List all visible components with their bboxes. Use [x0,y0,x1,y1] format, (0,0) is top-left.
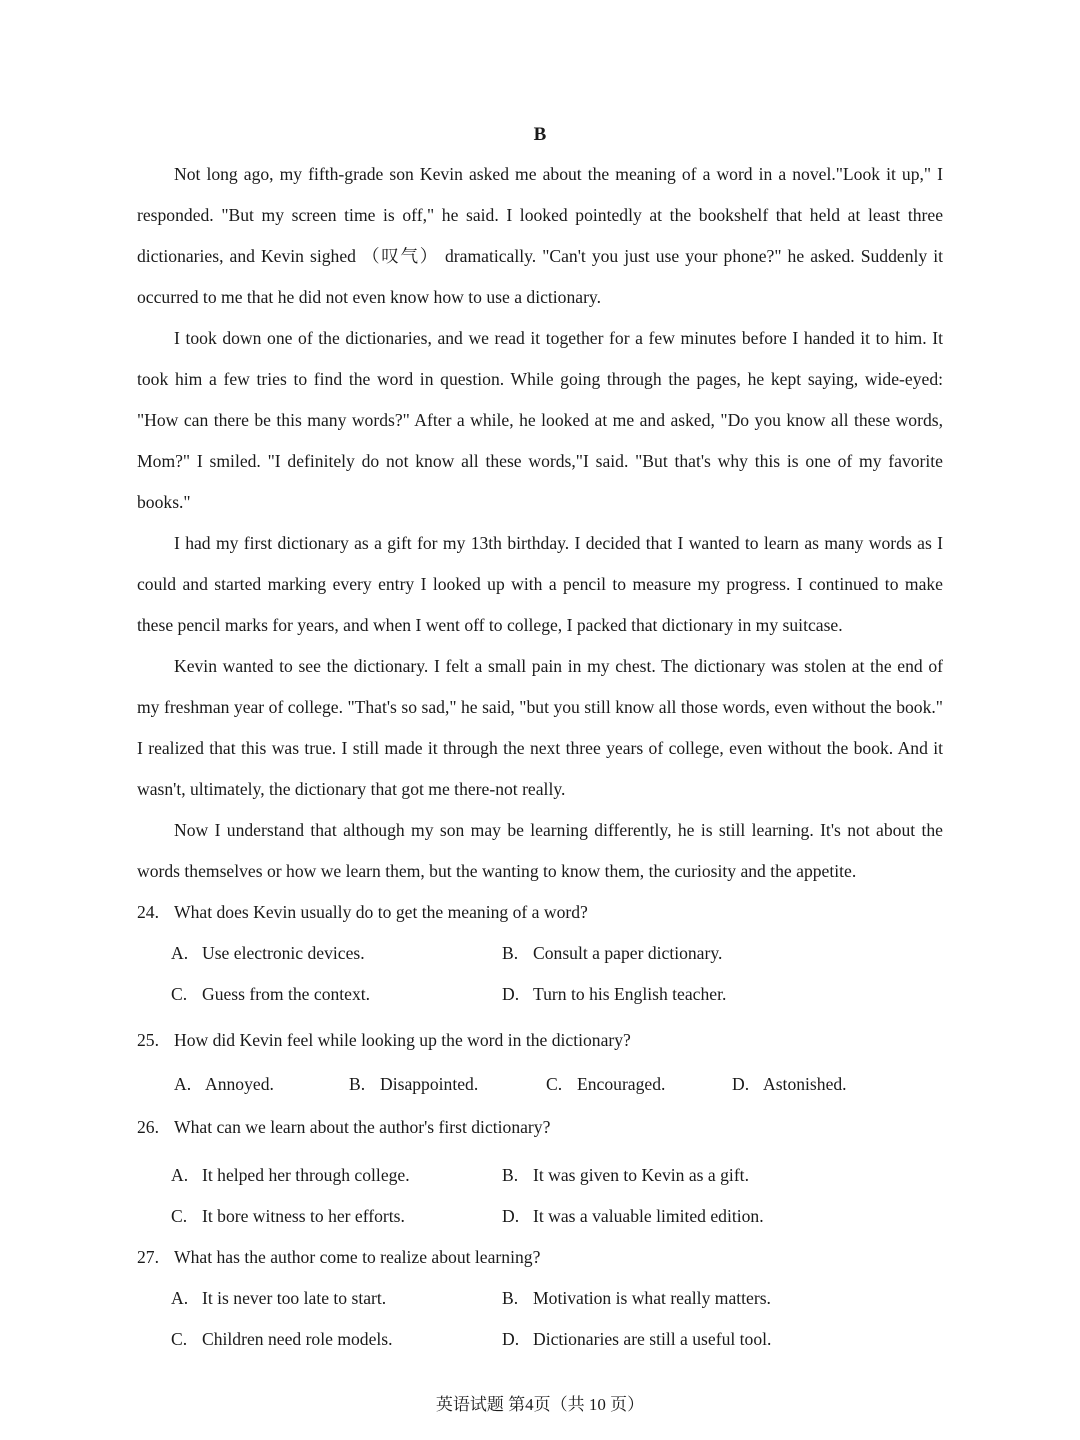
option-text: Disappointed. [380,1074,479,1094]
option-text: It was a valuable limited edition. [533,1206,764,1226]
option-text: Children need role models. [202,1329,393,1349]
option-text: Motivation is what really matters. [533,1288,771,1308]
option-text: Turn to his English teacher. [533,984,727,1004]
paragraph-2: I took down one of the dictionaries, and we read it together for a few minutes before I handed it to him. It took him a few tries to find the word in question. While going through the pages, he kept saying, wide-eyed: "How can there be this many words?" After a while, he looked at me and asked, "Do you know all these words, Mom?" I smiled. "I definitely do not know all these words,"I said. "But that's why this is one of my favorite books." [137,328,943,512]
question-number: 25. [137,1030,159,1050]
question-text: How did Kevin feel while looking up the word in the dictionary? [174,1030,631,1050]
option-27-c[interactable] [171,1329,393,1350]
option-26-d[interactable] [502,1206,764,1227]
option-27-d[interactable] [502,1329,771,1350]
option-24-d[interactable] [502,984,726,1005]
option-27-b[interactable] [502,1288,771,1309]
option-26-c[interactable] [171,1206,405,1227]
option-text: Dictionaries are still a useful tool. [533,1329,772,1349]
option-letter: C. [171,1329,188,1349]
question-text: What can we learn about the author's first dictionary? [174,1117,551,1137]
option-25-b[interactable] [349,1074,478,1095]
option-letter: A. [171,1165,189,1185]
question-text: What has the author come to realize about learning? [174,1247,541,1267]
option-letter: A. [171,1288,189,1308]
section-title: B [533,124,547,145]
question-text: What does Kevin usually do to get the meaning of a word? [174,902,588,922]
option-letter: D. [502,984,520,1004]
paragraph-4: Kevin wanted to see the dictionary. I felt a small pain in my chest. The dictionary was stolen at the end of my freshman year of college. "That's so sad," he said, "but you still know all those words, even without the book." I realized that this was true. I still made it through the next three years of college, even without the book. And it wasn't, ultimately, the dictionary that got me there-not really. [137,656,943,799]
option-24-c[interactable] [171,984,370,1005]
option-letter: D. [502,1206,520,1226]
paragraph-3: I had my first dictionary as a gift for my 13th birthday. I decided that I wanted to learn as many words as I could and started marking every entry I looked up with a pencil to measure my progress. I continued to make these pencil marks for years, and when I went off to college, I packed that dictionary in my suitcase. [137,533,943,635]
option-26-b[interactable] [502,1165,749,1186]
option-25-d[interactable] [732,1074,847,1095]
option-text: Astonished. [763,1074,847,1094]
question-number: 27. [137,1247,159,1267]
option-text: It is never too late to start. [202,1288,387,1308]
option-letter: B. [502,1288,519,1308]
question-number: 24. [137,902,159,922]
option-24-b[interactable] [502,943,722,964]
question-number: 26. [137,1117,159,1137]
option-letter: A. [174,1074,192,1094]
option-24-a[interactable] [171,943,365,964]
option-text: Consult a paper dictionary. [533,943,723,963]
option-letter: D. [502,1329,520,1349]
option-text: Encouraged. [577,1074,666,1094]
paragraph-1: Not long ago, my fifth-grade son Kevin asked me about the meaning of a word in a novel."Look it up," I responded. "But my screen time is off," he said. I looked pointedly at the bookshelf that held at least three dictionaries, and Kevin sighed （叹气） dramatically. "Can't you just use your phone?" he asked. Suddenly it occurred to me that he did not even know how to use a dictionary. [137,164,943,307]
option-letter: B. [502,943,519,963]
reading-passage [137,154,943,892]
option-letter: A. [171,943,189,963]
option-text: It was given to Kevin as a gift. [533,1165,749,1185]
option-letter: C. [171,984,188,1004]
option-letter: D. [732,1074,750,1094]
question-26 [137,1117,550,1138]
option-27-a[interactable] [171,1288,386,1309]
question-24 [137,902,588,923]
paragraph-5: Now I understand that although my son may be learning differently, he is still learning. It's not about the words themselves or how we learn them, but the wanting to know them, the curiosity and the appetite. [137,820,943,881]
option-text: It bore witness to her efforts. [202,1206,405,1226]
option-text: It helped her through college. [202,1165,410,1185]
option-text: Use electronic devices. [202,943,365,963]
option-25-a[interactable] [174,1074,274,1095]
option-letter: C. [171,1206,188,1226]
option-25-c[interactable] [546,1074,665,1095]
page-footer: 英语试题 第4页（共 10 页） [435,1395,645,1414]
option-letter: B. [349,1074,366,1094]
option-letter: C. [546,1074,563,1094]
option-26-a[interactable] [171,1165,410,1186]
option-letter: B. [502,1165,519,1185]
question-27 [137,1247,540,1268]
question-25 [137,1030,631,1051]
option-text: Guess from the context. [202,984,371,1004]
option-text: Annoyed. [205,1074,274,1094]
